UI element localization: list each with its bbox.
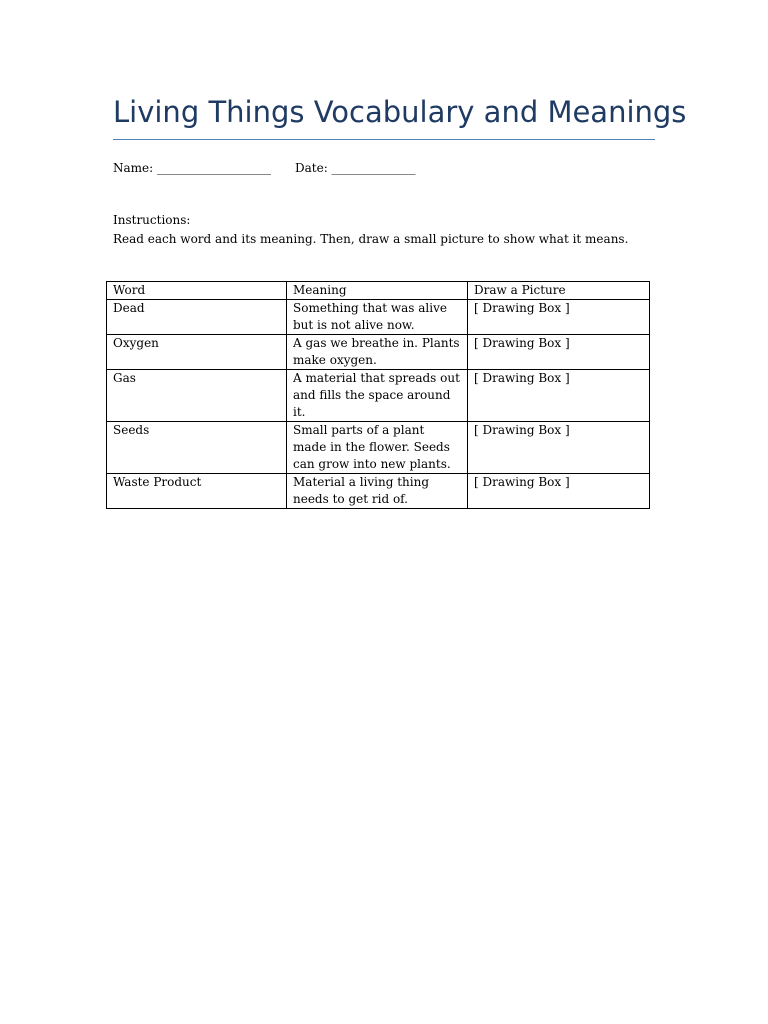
instructions-text: Read each word and its meaning. Then, draw a small picture to show what it means. xyxy=(113,232,629,246)
table-row xyxy=(107,422,650,474)
table-header-row xyxy=(107,282,650,300)
table-row xyxy=(107,474,650,509)
drawing-box-cell[interactable]: [ Drawing Box ] xyxy=(468,300,650,335)
drawing-box-cell[interactable]: [ Drawing Box ] xyxy=(468,335,650,370)
meaning-cell: Something that was alive but is not alive now. xyxy=(287,300,468,335)
drawing-box-cell[interactable]: [ Drawing Box ] xyxy=(468,422,650,474)
meaning-cell: Material a living thing needs to get rid of. xyxy=(287,474,468,509)
page-title: Living Things Vocabulary and Meanings xyxy=(113,95,687,129)
drawing-box-cell[interactable]: [ Drawing Box ] xyxy=(468,474,650,509)
word-cell: Waste Product xyxy=(107,474,287,509)
vocabulary-table xyxy=(106,281,650,509)
header-word: Word xyxy=(107,282,287,300)
date-field[interactable]: Date: ______________ xyxy=(295,161,416,175)
word-cell: Seeds xyxy=(107,422,287,474)
meaning-cell: A gas we breathe in. Plants make oxygen. xyxy=(287,335,468,370)
instructions xyxy=(113,211,628,249)
table-row xyxy=(107,300,650,335)
table-row xyxy=(107,370,650,422)
name-field[interactable]: Name: ___________________ xyxy=(113,161,271,175)
meaning-cell: A material that spreads out and fills the space around it. xyxy=(287,370,468,422)
header-meaning: Meaning xyxy=(287,282,468,300)
header-draw-picture: Draw a Picture xyxy=(468,282,650,300)
title-underline xyxy=(113,139,655,140)
instructions-heading: Instructions: xyxy=(113,213,191,227)
word-cell: Oxygen xyxy=(107,335,287,370)
table-row xyxy=(107,335,650,370)
word-cell: Gas xyxy=(107,370,287,422)
meaning-cell: Small parts of a plant made in the flower. Seeds can grow into new plants. xyxy=(287,422,468,474)
name-date-line xyxy=(113,160,416,176)
drawing-box-cell[interactable]: [ Drawing Box ] xyxy=(468,370,650,422)
word-cell: Dead xyxy=(107,300,287,335)
